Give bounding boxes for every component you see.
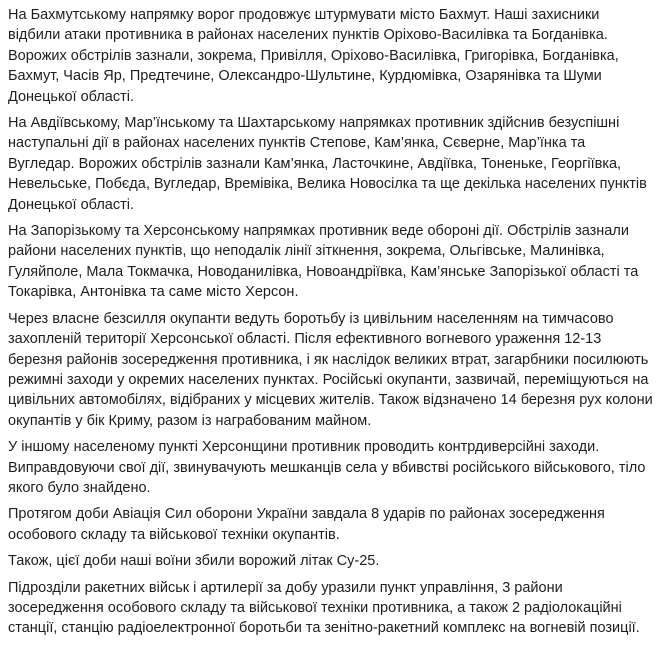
paragraph-counter-diversion: У іншому населеному пункті Херсонщини противник проводить контрдиверсійні заходи. Виправдовуючи свої дії, звинувачують мешканців села у вбивстві російського військового, тіло якого було знайдено.	[8, 439, 646, 496]
paragraph-zaporizhzhia-kherson-directions: На Запорізькому та Херсонському напрямках противник веде обороні дії. Обстрілів зазнали райони населених пунктів, що неподалік лінії зіткнення, зокрема, Ольгівське, Малинівка, Гуляйполе, Мала Токмачка, Новоданилівка, Новоандріївка, Кам’янське Запорізької області та Токарівка, Антонівка та саме місто Херсон.	[8, 223, 639, 301]
paragraph-bakhmut-direction: На Бахмутському напрямку ворог продовжує штурмувати місто Бахмут. Наші захисники відбили атаки противника в районах населених пунктів Оріхово-Василівка та Богданівка. Ворожих обстрілів зазнали, зокрема, Привілля, Оріхово-Василівка, Григорівка, Богданівка, Бахмут, Часів Яр, Предтечине, Олександро-Шультине, Курдюмівка, Озарянівка та Шуми Донецької області.	[8, 7, 619, 105]
paragraph-missile-artillery-strikes: Підрозділи ракетних військ і артилерії за добу уразили пункт управління, 3 райони зосередження особового складу та військової техніки противника, а також 2 радіолокаційні станції, станцію радіоелектронної боротьби та зенітно-ракетний комплекс на вогневій позиції.	[8, 579, 640, 637]
paragraph-su25-downed: Також, цієї доби наші воїни збили ворожий літак Су-25.	[8, 553, 380, 570]
paragraph-occupiers-kherson-region: Через власне безсилля окупанти ведуть боротьбу із цивільним населенням на тимчасово захопленій території Херсонської області. Після ефективного вогневого ураження 12-13 березня районів зосередження противника, і як наслідок великих втрат, загарбники посилюють режимні заходи у окремих населених пунктах. Російські окупанти, зазвичай, переміщуються на цивільних автомобілях, відібраних у місцевих жителів. Також відзначено 14 березня рух колони окупантів у бік Криму, разом із награбованим майном.	[8, 310, 653, 429]
paragraph-avdiivka-directions: На Авдіївському, Мар’їнському та Шахтарському напрямках противник здійснив безуспішні наступальні дії в районах населених пунктів Степове, Кам’янка, Сєверне, Мар’їнка та Вугледар. Ворожих обстрілів зазнали Кам’янка, Ласточкине, Авдіївка, Тоненьке, Георгіївка, Невельське, Побєда, Вугледар, Времівіка, Велика Новосілка та ще декілька населених пунктів Донецької області.	[8, 115, 647, 213]
paragraph-aviation-strikes: Протягом доби Авіація Сил оборони України завдала 8 ударів по районах зосередження особового складу та військової техніки окупантів.	[8, 506, 605, 543]
